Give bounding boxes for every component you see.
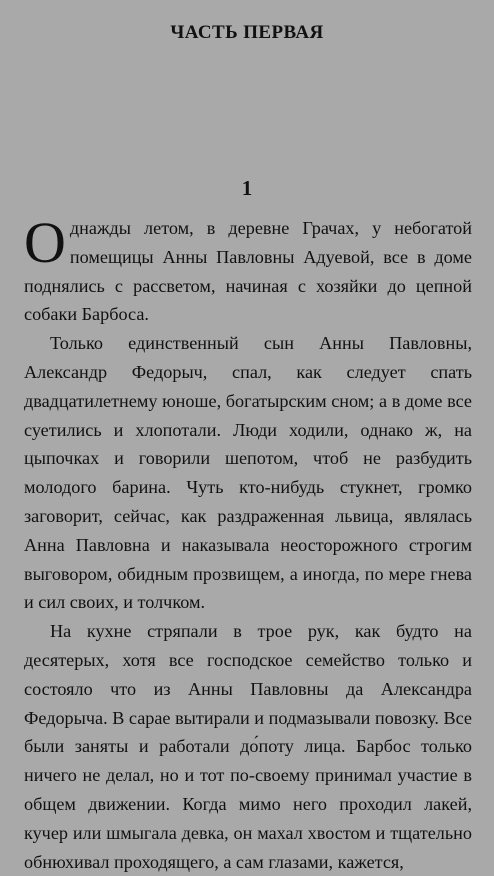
chapter-text — [24, 210, 472, 876]
part-title: ЧАСТЬ ПЕРВАЯ — [170, 22, 324, 43]
paragraph-3: На кухне стряпали в трое рук, как будто на десятерых, хотя все господское семейство только и состояло что из Анны Павловны да Александра Федорыча. В сарае вытирали и подмазывали повозку. Все были заняты и работали до́поту лица. Барбос только ничего не делал, но и тот по-своему принимал участие в общем движении. Когда мимо него проходил лакей, кучер или шмыгала девка, он махал хвостом и тщательно обнюхивал проходящего, а сам глазами, кажется, — [24, 621, 472, 872]
chapter-number: 1 — [241, 176, 253, 200]
paragraph-2: Только единственный сын Анны Павловны, Александр Федорыч, спал, как следует спать двадцатилетнему юноше, богатырским сном; а в доме все суетились и хлопотали. Люди ходили, однако ж, на цыпочках и говорили шепотом, чтоб не разбудить молодого барина. Чуть кто-нибудь стукнет, громко заговорит, сейчас, как раздраженная львица, являлась Анна Павловна и наказывала неосторожного строгим выговором, обидным прозвищем, а иногда, по мере гнева и сил своих, и толчком. — [24, 333, 472, 613]
paragraph-1 — [24, 210, 472, 329]
drop-cap: О — [24, 210, 66, 275]
paragraph-1-text: днажды летом, в деревне Грачах, у небогатой помещицы Анны Павловны Адуевой, все в доме поднялись с рассветом, начиная с хозяйки до цепной собаки Барбоса. — [24, 218, 472, 325]
